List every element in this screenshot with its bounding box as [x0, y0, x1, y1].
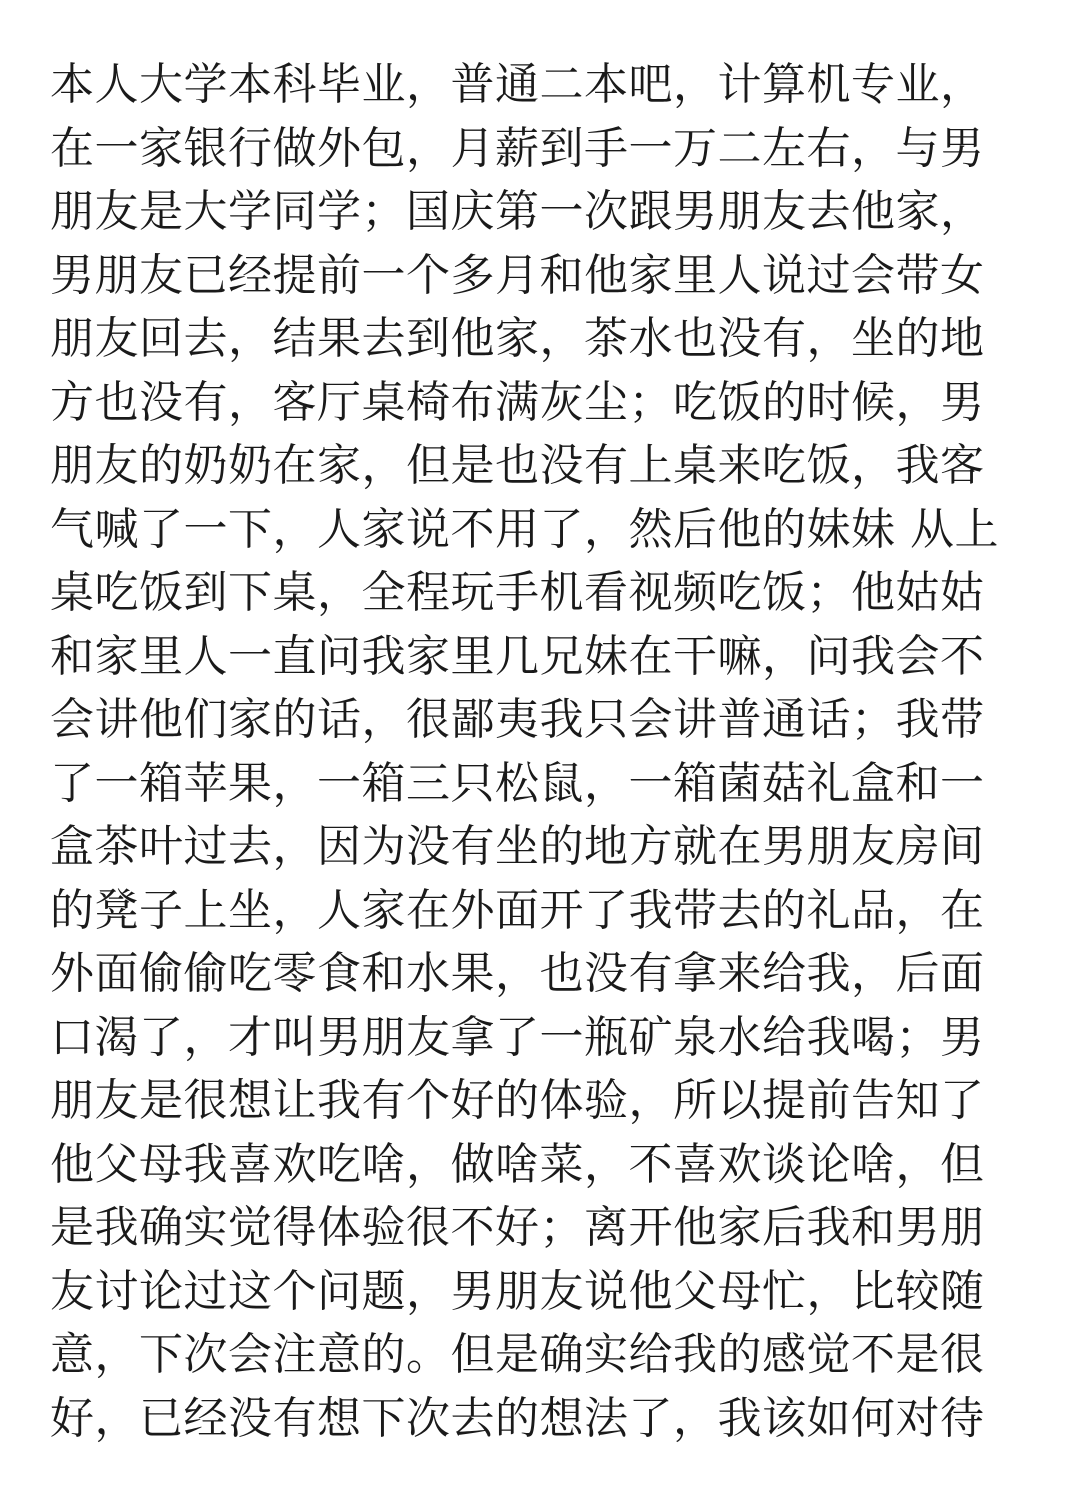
text-line: 的凳子上坐，人家在外面开了我带去的礼品，在: [50, 884, 985, 936]
text-line: 好，已经没有想下次去的想法了，我该如何对待: [50, 1392, 985, 1444]
text-line: 在一家银行做外包，月薪到手一万二左右，与男: [50, 122, 985, 174]
text-line: 朋友的奶奶在家，但是也没有上桌来吃饭，我客: [50, 440, 985, 491]
text-line: 外面偷偷吃零食和水果，也没有拿来给我，后面: [50, 948, 985, 999]
text-line: 男朋友已经提前一个多月和他家里人说过会带女: [50, 249, 985, 301]
text-line: 意，下次会注意的。但是确实给我的感觉不是很: [50, 1329, 985, 1380]
text-line: 会讲他们家的话，很鄙夷我只会讲普通话；我带: [50, 694, 985, 745]
text-line: 朋友是很想让我有个好的体验，所以提前告知了: [50, 1075, 985, 1126]
text-line: 桌吃饭到下桌，全程玩手机看视频吃饭；他姑姑: [50, 567, 985, 618]
text-line: 和家里人一直问我家里几兄妹在干嘛，问我会不: [50, 630, 985, 682]
text-line: 朋友回去，结果去到他家，茶水也没有，坐的地: [50, 313, 985, 364]
text-line: 气喊了一下，人家说不用了，然后他的妹妹 从上: [50, 503, 999, 555]
text-line: 盒茶叶过去，因为没有坐的地方就在男朋友房间: [50, 821, 985, 872]
text-line: 方也没有，客厅桌椅布满灰尘；吃饭的时候，男: [50, 376, 985, 428]
post-body: [50, 53, 1050, 1450]
text-line: 朋友是大学同学；国庆第一次跟男朋友去他家，: [50, 186, 985, 237]
text-line: 是我确实觉得体验很不好；离开他家后我和男朋: [50, 1202, 985, 1253]
text-line: 了一箱苹果，一箱三只松鼠，一箱菌菇礼盒和一: [50, 757, 985, 809]
text-line: 本人大学本科毕业，普通二本吧，计算机专业，: [50, 59, 985, 110]
text-line: 友讨论过这个问题，男朋友说他父母忙，比较随: [50, 1265, 985, 1317]
text-line: 口渴了，才叫男朋友拿了一瓶矿泉水给我喝；男: [50, 1011, 985, 1063]
text-line: 他父母我喜欢吃啥，做啥菜，不喜欢谈论啥，但: [50, 1138, 985, 1190]
